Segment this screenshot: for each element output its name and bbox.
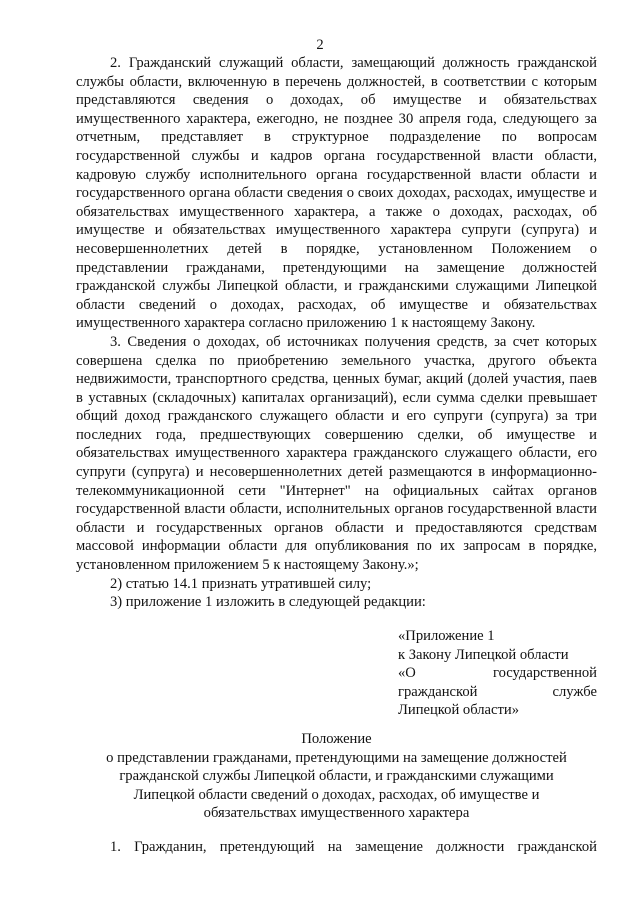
- title-line: Липецкой области сведений о доходах, расходах, об имуществе и: [133, 786, 540, 803]
- paragraph-3: 3. Сведения о доходах, об источниках получения средств, за счет которых совершена сделка по приобретению земельного участка, другого объекта недвижимости, транспортного средства, ценных бумаг, акций (долей участия, паев в уставных (складочных) капиталах организаций), если сумма сделки превышает общий доход гражданского служащего области и его супруги (супруга) за три последних года, предшествующих совершению сделки, об имуществе и обязательствах имущественного характера гражданского служащего области, его супруги (супруга) и несовершеннолетних детей размещаются в информационно-телекоммуникационной сети "Интернет" на официальных сайтах органов государственной власти области, исполнительных органов государственной власти области и государственных органов области и предоставляются средствам массовой информации области для опубликования по их запросам в порядке, установленном приложением 5 к настоящему Закону.»;: [76, 333, 597, 574]
- item-2-article-14-1: 2) статью 14.1 признать утратившей силу;: [110, 575, 372, 592]
- title-line: гражданской службы Липецкой области, и гражданскими служащими: [119, 768, 554, 785]
- title-line: Положение: [301, 731, 372, 747]
- appendix-line: «Приложение 1: [398, 628, 495, 644]
- page-number: 2: [316, 37, 324, 53]
- title-line: обязательствах имущественного характера: [203, 805, 470, 822]
- item-3-appendix-1: 3) приложение 1 изложить в следующей редакции:: [110, 594, 426, 611]
- body-text: [76, 54, 597, 612]
- title-line: о представлении гражданами, претендующими на замещение должностей: [106, 749, 567, 766]
- paragraph-1: 1. Гражданин, претендующий на замещение должности гражданской: [110, 839, 597, 855]
- document-title: [76, 730, 597, 823]
- appendix-line: «О государственной: [398, 665, 597, 682]
- appendix-line: Липецкой области»: [398, 702, 519, 719]
- paragraph-2: 2. Гражданский служащий области, замещающий должность гражданской службы области, включенную в перечень должностей, в соответствии с которым представляются сведения о доходах, об имуществе и обязательствах имущественного характера, ежегодно, не позднее 30 апреля года, следующего за отчетным, представляет в структурное подразделение по вопросам государственной службы и кадров органа государственной власти области, кадровую службу исполнительного органа государственной власти области и государственного органа области сведения о своих доходах, расходах, имуществе и обязательствах имущественного характера, а также о доходах, расходах, об имуществе и обязательствах имущественного характера супруги (супруга) и несовершеннолетних детей в порядке, установленном Положением о представлении гражданами, претендующими на замещение должностей гражданской службы Липецкой области, и гражданскими служащими Липецкой области сведений о доходах, расходах, об имуществе и обязательствах имущественного характера согласно приложению 1 к настоящему Закону.: [76, 55, 597, 332]
- appendix-line: гражданской службе: [398, 683, 597, 700]
- appendix-heading: [398, 627, 597, 720]
- appendix-line: к Закону Липецкой области: [398, 646, 569, 663]
- final-paragraph: [76, 838, 597, 857]
